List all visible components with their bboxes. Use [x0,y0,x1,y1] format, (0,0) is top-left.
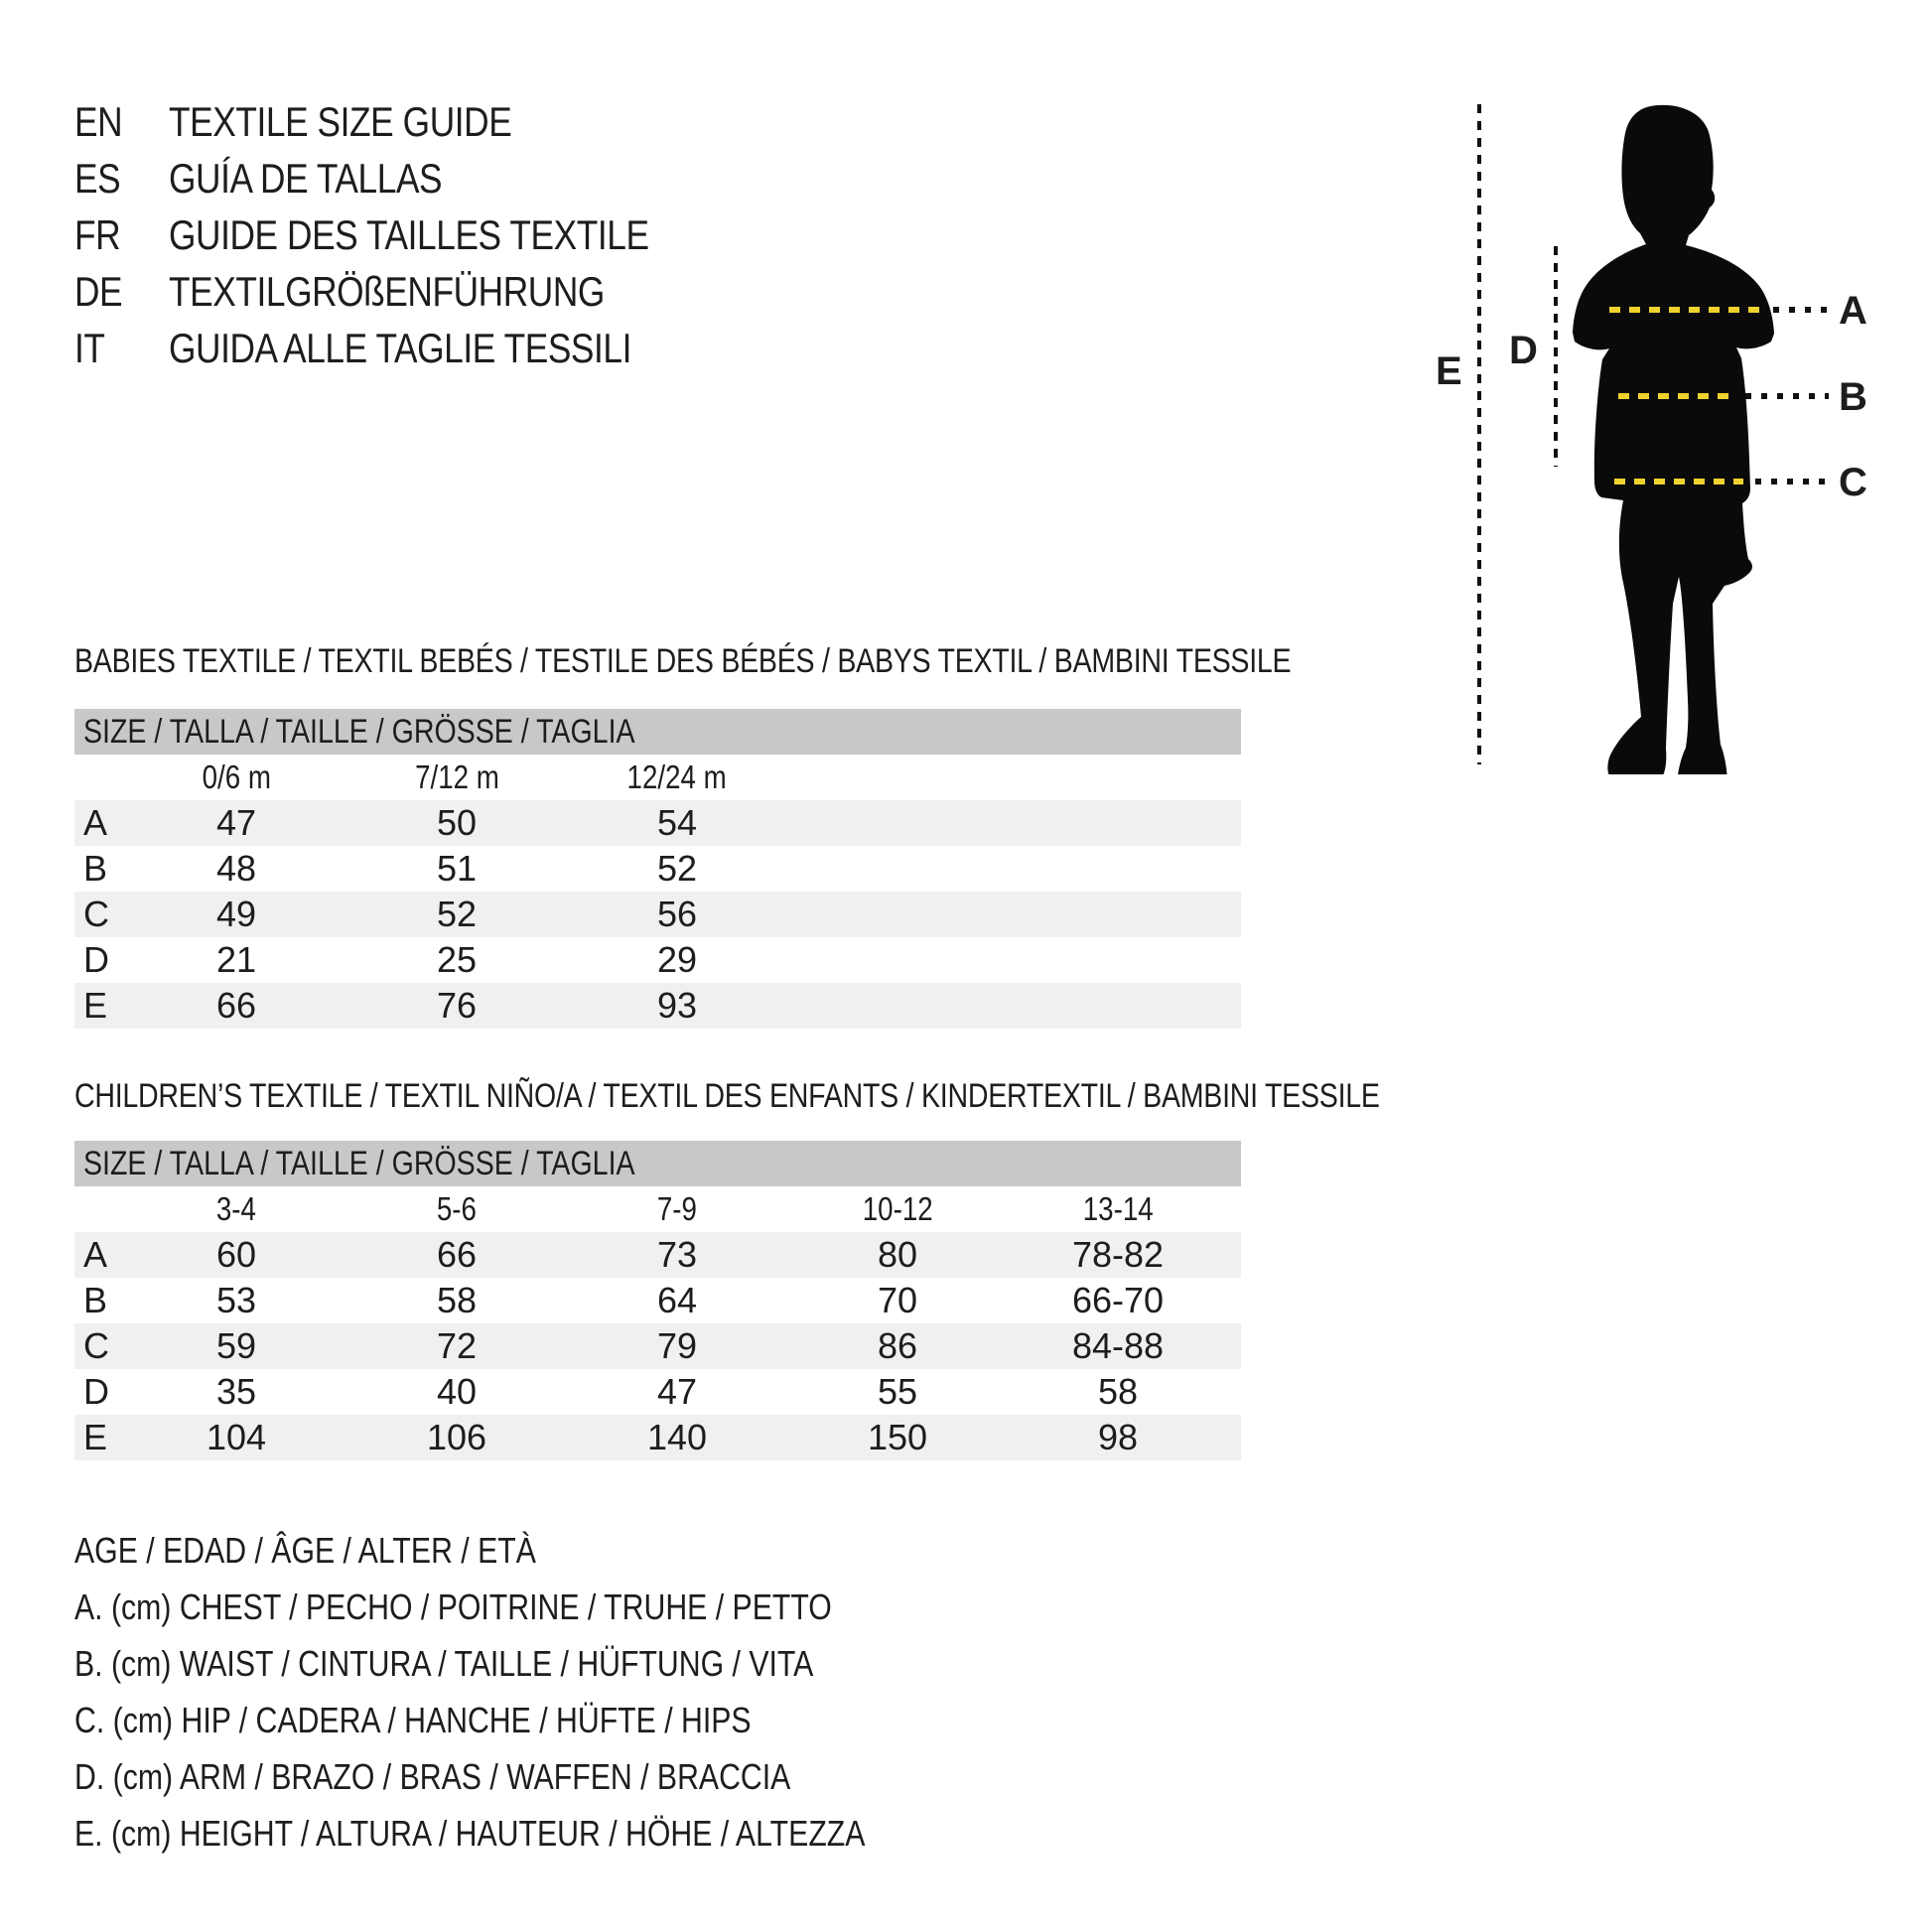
table-row [74,983,1241,1029]
cell-value: 86 [877,1325,918,1366]
cell-value: 52 [656,848,698,889]
cell-value: 52 [436,894,478,934]
cell-value: 58 [1097,1371,1139,1412]
lang-title: GUÍA DE TALLAS [169,155,443,202]
children-size-table [74,1141,1241,1460]
lang-code: IT [74,325,105,371]
cell-value: 54 [656,802,698,843]
language-title-list [74,93,741,376]
table-row [74,1278,1241,1323]
legend-line-age: AGE / EDAD / ÂGE / ALTER / ETÀ [74,1530,536,1571]
row-label: B [83,848,108,889]
table-row [74,1323,1241,1369]
cell-value: 35 [215,1371,257,1412]
cell-value: 66-70 [1071,1280,1165,1320]
babies-size-table [74,709,1241,1029]
column-header: 0/6 m [202,759,271,795]
column-header: 10-12 [862,1190,933,1227]
column-header: 13-14 [1082,1190,1154,1227]
cell-value: 98 [1097,1417,1139,1457]
lang-title: TEXTILGRÖßENFÜHRUNG [169,268,605,315]
cell-value: 66 [436,1234,478,1275]
lang-row-de [74,263,741,320]
cell-value: 104 [206,1417,267,1457]
cell-value: 50 [436,802,478,843]
cell-value: 106 [426,1417,487,1457]
row-label: E [83,1417,108,1457]
cell-value: 49 [215,894,257,934]
row-label: C [83,1325,109,1366]
column-header: 3-4 [215,1190,257,1227]
row-label: A [83,1234,108,1275]
figure-label-b: B [1839,375,1867,419]
cell-value: 140 [646,1417,708,1457]
legend-line-waist: B. (cm) WAIST / CINTURA / TAILLE / HÜFTUNG / VITA [74,1643,814,1684]
table-row [74,846,1241,892]
babies-column-header-row [74,755,1241,800]
lang-title: GUIDE DES TAILLES TEXTILE [169,211,649,258]
cell-value: 25 [436,939,478,980]
row-label: B [83,1280,108,1320]
cell-value: 47 [215,802,257,843]
lang-code: EN [74,98,123,145]
lang-code: DE [74,268,123,315]
column-header: 12/24 m [626,759,728,795]
lang-row-fr [74,207,741,263]
cell-value: 56 [656,894,698,934]
legend-line-chest: A. (cm) CHEST / PECHO / POITRINE / TRUHE / PETTO [74,1587,832,1627]
lang-code: ES [74,155,121,202]
cell-value: 78-82 [1071,1234,1165,1275]
cell-value: 29 [656,939,698,980]
figure-label-c: C [1839,461,1867,504]
cell-value: 59 [215,1325,257,1366]
cell-value: 21 [215,939,257,980]
legend-line-hip: C. (cm) HIP / CADERA / HANCHE / HÜFTE / HIPS [74,1700,752,1740]
child-silhouette-image [1573,105,1774,774]
row-label: D [83,939,109,980]
babies-section-title: BABIES TEXTILE / TEXTIL BEBÉS / TESTILE DES BÉBÉS / BABYS TEXTIL / BAMBINI TESSILE [74,642,1292,680]
cell-value: 47 [656,1371,698,1412]
figure-label-a: A [1839,289,1867,333]
row-label: C [83,894,109,934]
table-row [74,1369,1241,1415]
table-row [74,892,1241,937]
children-column-header-row [74,1186,1241,1232]
row-label: D [83,1371,109,1412]
cell-value: 79 [656,1325,698,1366]
cell-value: 84-88 [1071,1325,1165,1366]
lang-title: TEXTILE SIZE GUIDE [169,98,512,145]
cell-value: 53 [215,1280,257,1320]
cell-value: 150 [867,1417,928,1457]
table-row [74,1232,1241,1278]
measurement-legend [74,1522,1016,1862]
cell-value: 80 [877,1234,918,1275]
cell-value: 93 [656,985,698,1026]
cell-value: 76 [436,985,478,1026]
legend-line-arm: D. (cm) ARM / BRAZO / BRAS / WAFFEN / BRACCIA [74,1756,791,1797]
children-size-header-bar: SIZE / TALLA / TAILLE / GRÖSSE / TAGLIA [74,1141,1241,1186]
lang-code: FR [74,211,121,258]
table-row [74,1415,1241,1460]
lang-title: GUIDA ALLE TAGLIE TESSILI [169,325,632,371]
cell-value: 40 [436,1371,478,1412]
lang-row-es [74,150,741,207]
cell-value: 51 [436,848,478,889]
legend-line-height: E. (cm) HEIGHT / ALTURA / HAUTEUR / HÖHE / ALTEZZA [74,1813,866,1854]
figure-label-d: D [1509,329,1538,372]
cell-value: 73 [656,1234,698,1275]
column-header: 7-9 [656,1190,698,1227]
cell-value: 70 [877,1280,918,1320]
cell-value: 66 [215,985,257,1026]
cell-value: 60 [215,1234,257,1275]
cell-value: 72 [436,1325,478,1366]
children-section-title: CHILDREN’S TEXTILE / TEXTIL NIÑO/A / TEXTIL DES ENFANTS / KINDERTEXTIL / BAMBINI TESSILE [74,1077,1380,1115]
figure-label-e: E [1436,349,1462,393]
row-label: E [83,985,108,1026]
column-header: 5-6 [436,1190,478,1227]
column-header: 7/12 m [414,759,499,795]
table-row [74,937,1241,983]
row-label: A [83,802,108,843]
cell-value: 64 [656,1280,698,1320]
table-row [74,800,1241,846]
cell-value: 48 [215,848,257,889]
cell-value: 58 [436,1280,478,1320]
lang-row-it [74,320,741,376]
cell-value: 55 [877,1371,918,1412]
babies-size-header-bar: SIZE / TALLA / TAILLE / GRÖSSE / TAGLIA [74,709,1241,755]
lang-row-en [74,93,741,150]
